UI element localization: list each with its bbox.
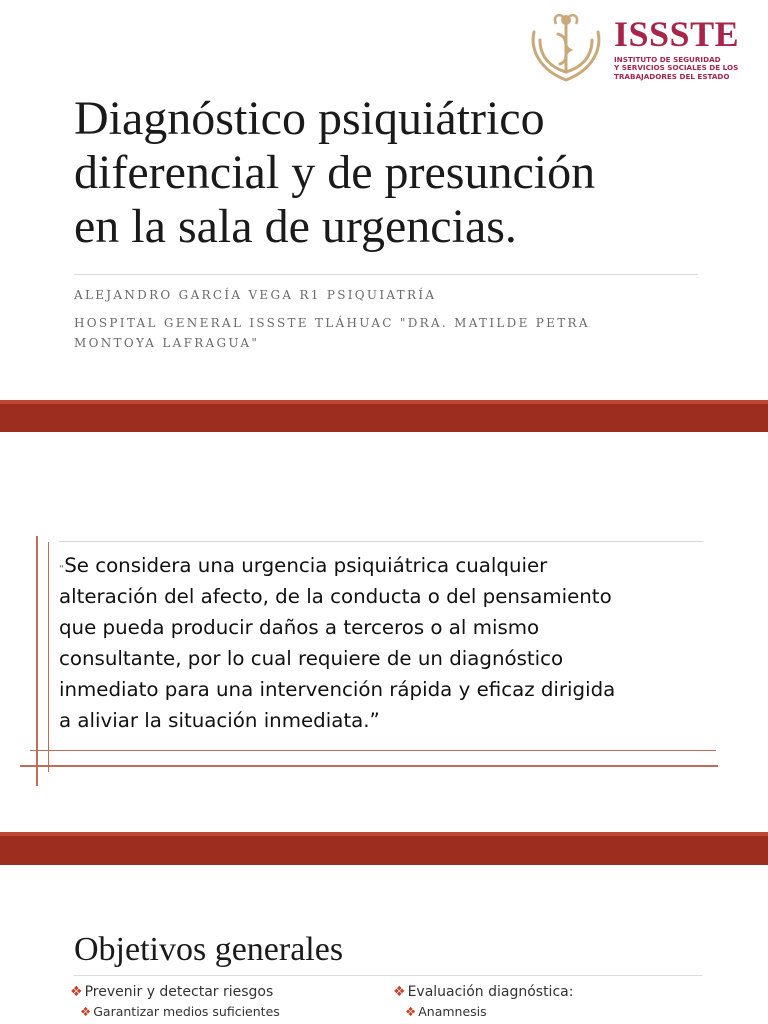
diamond-bullet-icon: ❖ [405, 1004, 417, 1019]
quote-slide [0, 432, 768, 832]
bullet-text: Evaluación diagnóstica: [407, 984, 574, 1000]
objectives-slide [0, 865, 768, 1024]
quote-line: que pueda producir daños a terceros o al mismo [59, 616, 540, 639]
open-quote-mark: “ [59, 564, 65, 575]
title-line: en la sala de urgencias. [74, 200, 517, 253]
logo-subtitle-line: INSTITUTO DE SEGURIDAD [614, 55, 721, 64]
quote-line: inmediato para una intervención rápida y eficaz dirigida [59, 678, 616, 701]
hospital-line-2: MONTOYA LAFRAGUA" [74, 336, 260, 350]
slide-title [74, 92, 734, 254]
hospital-line [74, 313, 694, 353]
red-band-divider [0, 400, 768, 432]
quote-top-rule [59, 541, 703, 542]
logo-wordmark: ISSSTE [614, 14, 740, 54]
hands-caduceus-emblem-icon [526, 10, 606, 84]
title-line: Diagnóstico psiquiátrico [74, 92, 545, 145]
sub-bullet-item [405, 1004, 487, 1019]
divider [74, 274, 698, 275]
objectives-title: Objetivos generales [74, 931, 344, 968]
diamond-bullet-icon: ❖ [70, 984, 83, 1000]
logo-subtitle-line: TRABAJADORES DEL ESTADO [614, 71, 730, 81]
logo-subtitle-line: Y SERVICIOS SOCIALES DE LOS [614, 63, 739, 73]
hospital-line-1: HOSPITAL GENERAL ISSSTE TLÁHUAC "DRA. MATILDE PETRA [74, 316, 590, 330]
quote-line: alteración del afecto, de la conducta o del pensamiento [59, 585, 612, 608]
bullet-item [70, 984, 273, 1000]
bullet-text: Prevenir y detectar riesgos [84, 984, 274, 1000]
title-line: diferencial y de presunción [74, 146, 596, 199]
frame-horizontal-line [30, 750, 716, 751]
diamond-bullet-icon: ❖ [393, 984, 406, 1000]
frame-vertical-line [48, 542, 49, 772]
diamond-bullet-icon: ❖ [80, 1004, 92, 1019]
frame-vertical-line [36, 536, 38, 786]
sub-bullet-item [80, 1004, 280, 1019]
bullet-text: Garantizar medios suficientes [93, 1004, 280, 1019]
quote-line: a aliviar la situación inmediata.” [59, 709, 380, 732]
bullet-item [393, 984, 573, 1000]
bullet-text: Anamnesis [418, 1004, 487, 1019]
red-band-divider [0, 832, 768, 865]
title-slide [0, 0, 768, 400]
issste-logo [526, 10, 760, 84]
quote-text [59, 550, 719, 736]
quote-line: consultante, por lo cual requiere de un diagnóstico [59, 647, 564, 670]
divider [74, 975, 702, 976]
logo-subtitle [614, 56, 764, 81]
author-line: ALEJANDRO GARCÍA VEGA R1 PSIQUIATRÍA [74, 288, 437, 302]
quote-line: Se considera una urgencia psiquiátrica cualquier [64, 554, 548, 577]
frame-horizontal-line [20, 765, 718, 767]
